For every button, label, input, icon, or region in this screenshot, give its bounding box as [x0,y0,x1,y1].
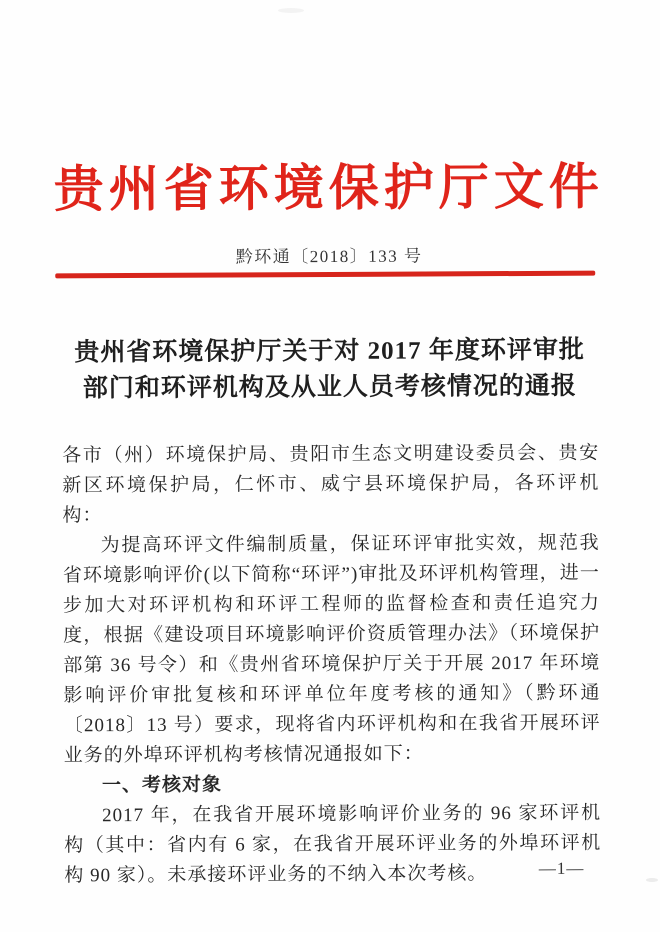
intro-paragraph: 为提高环评文件编制质量，保证环评审批实效，规范我省环境影响评价(以下简称“环评”)审批及环评机构管理，进一步加大对环评机构和环评工程师的监督检查和责任追究力度，根据《建设项目环境影响评价资质管理办法》（环境保护部第 36 号令）和《贵州省环境保护厅关于开展 2017 年环境影响评价审批复核和环评单位年度考核的通知》（黔环通〔2018〕13 号）要求，现将省内环评机构和在我省开展环评业务的外埠环评机构考核情况通报如下： [62,532,601,767]
red-letterhead-title: 贵州省环境保护厅文件 [53,158,604,218]
document-title [30,332,630,407]
document-title-line1: 贵州省环境保护厅关于对 2017 年度环评审批 [74,336,585,367]
section-1-paragraph: 2017 年，在我省开展环境影响评价业务的 96 家环评机构（其中：省内有 6 家，在我省开展环评业务的外埠环评机构 90 家）。未承接环评业务的不纳入本次考核。 [64,802,602,887]
section-heading-1: 一、考核对象 [101,774,222,797]
red-divider-line [55,271,595,279]
document-body [62,439,601,892]
document-title-line2: 部门和环评机构及从业人员考核情况的通报 [82,372,577,403]
addressee-paragraph: 各市（州）环境保护局、贵阳市生态文明建设委员会、贵安新区环境保护局，仁怀市、威宁县环境保护局，各环评机构： [62,442,600,527]
page-number: —1— [538,858,585,878]
document-reference-number: 黔环通〔2018〕133 号 [235,246,423,267]
